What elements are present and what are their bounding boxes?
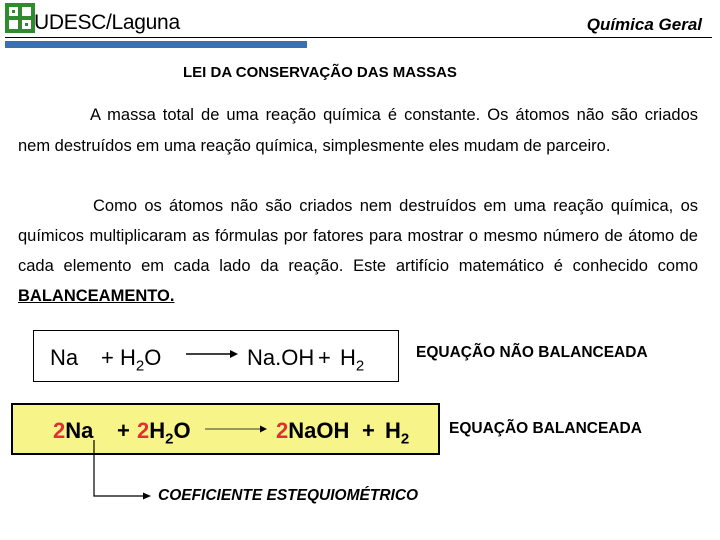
balanced-plus-2: +: [362, 418, 375, 443]
balanced-product-naoh: 2NaOH: [276, 418, 350, 443]
unbalanced-product-naoh: Na.OH: [247, 345, 315, 370]
paragraph-balancing-text: Como os átomos não são criados nem destruídos em uma reação química, os químicos multiplicaram as fórmulas por fatores para mostrar o mesmo número de átomo de cada elemento em cada lado da reação. Este artifício matemático é conhecido como: [18, 197, 698, 275]
unbalanced-equation-label: EQUAÇÃO NÃO BALANCEADA: [416, 344, 648, 361]
coefficient: 2: [276, 418, 289, 443]
header-divider: [5, 37, 712, 38]
balanced-equation-label: EQUAÇÃO BALANCEADA: [449, 420, 642, 437]
section-title: LEI DA CONSERVAÇÃO DAS MASSAS: [183, 64, 457, 81]
stoichiometric-coefficient-label: COEFICIENTE ESTEQUIOMÉTRICO: [158, 487, 419, 504]
paragraph-mass-conservation: A massa total de uma reação química é constante. Os átomos não são criados nem destruídos em uma reação química, simplesmente eles mudam de parceiro.: [18, 106, 698, 155]
header-accent-bar: [5, 41, 307, 48]
balancing-term: BALANCEAMENTO.: [18, 287, 175, 305]
paragraph-balancing: [18, 191, 698, 311]
unbalanced-plus: +: [101, 345, 114, 370]
balanced-product-h2: $H_2$: [385, 418, 410, 448]
coefficient: 2: [53, 418, 66, 443]
coefficient-pointer-arrow-icon: [90, 440, 152, 500]
reaction-arrow-icon: [186, 348, 238, 360]
coefficient: 2: [137, 418, 150, 443]
institution-name: UDESC/Laguna: [34, 11, 180, 34]
udesc-logo-icon: [5, 3, 35, 33]
unbalanced-plus-2: +: [318, 345, 331, 370]
reaction-arrow-icon: [205, 424, 267, 434]
unbalanced-product-h2: $H_2$: [340, 345, 365, 375]
unbalanced-reactant-water: $H_2O$: [120, 345, 162, 375]
balanced-plus: +: [117, 418, 130, 443]
balanced-reactant-water: $2H_2O$: [137, 418, 191, 448]
balanced-reactant-na: 2Na: [53, 418, 94, 443]
course-title: Química Geral: [586, 15, 702, 34]
unbalanced-reactant-na: Na: [50, 345, 79, 370]
